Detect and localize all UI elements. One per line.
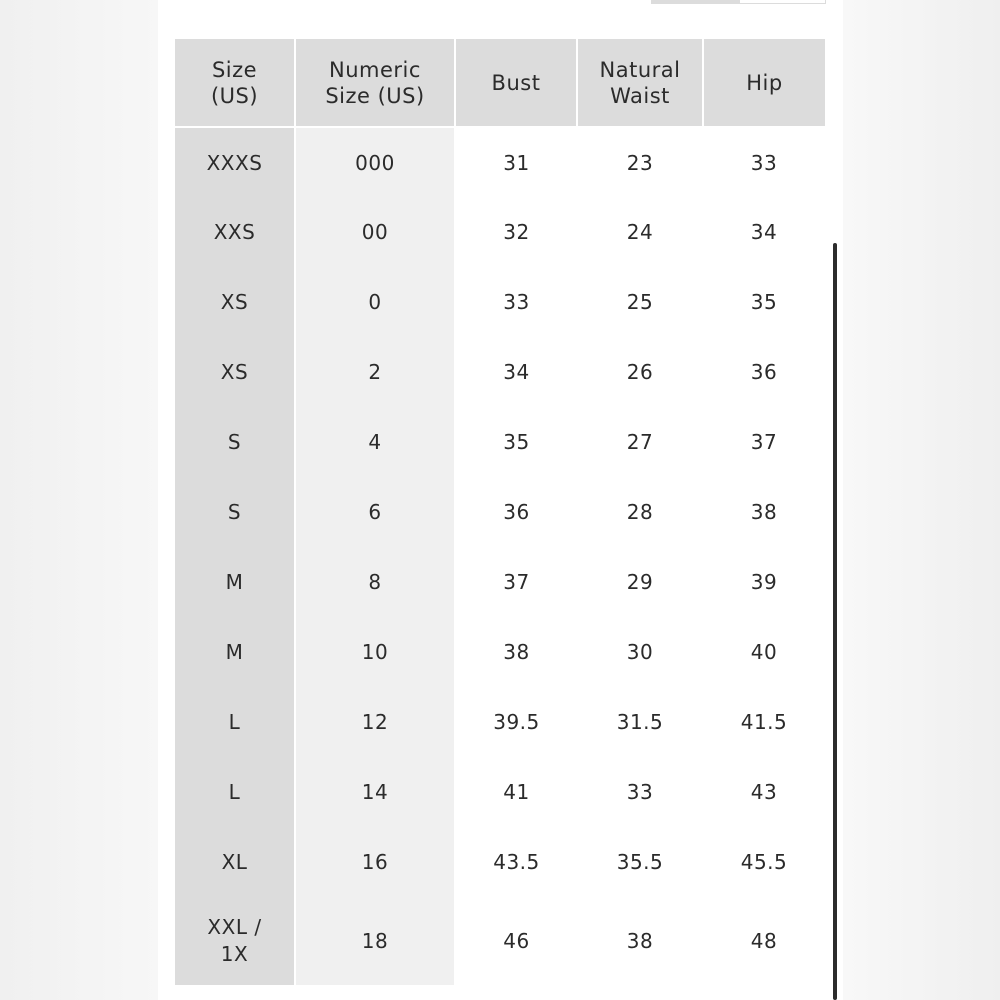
cell-size: XL [175,827,295,897]
cell-hip: 36 [703,337,825,407]
header-line: Hip [746,70,783,95]
cell-numeric-size: 00 [295,197,455,267]
size-chart-body [175,127,825,985]
cell-natural-waist: 31.5 [577,687,703,757]
cell-numeric-size: 18 [295,897,455,985]
cell-hip: 48 [703,897,825,985]
cell-numeric-size: 0 [295,267,455,337]
cell-size: XXXS [175,127,295,197]
cell-size-line: 1X [220,942,249,966]
table-row [175,477,825,547]
cell-natural-waist: 33 [577,757,703,827]
cell-natural-waist: 26 [577,337,703,407]
cell-hip: 37 [703,407,825,477]
header-line: Waist [610,83,670,108]
cell-natural-waist: 24 [577,197,703,267]
cell-hip: 34 [703,197,825,267]
header-hip [703,39,825,127]
cell-numeric-size: 8 [295,547,455,617]
cell-bust: 38 [455,617,577,687]
table-row [175,617,825,687]
cell-numeric-size: 000 [295,127,455,197]
header-line: Numeric [329,57,421,82]
cell-numeric-size: 2 [295,337,455,407]
cell-hip: 45.5 [703,827,825,897]
cell-size: L [175,687,295,757]
cell-natural-waist: 30 [577,617,703,687]
cell-natural-waist: 27 [577,407,703,477]
cell-bust: 35 [455,407,577,477]
cell-natural-waist: 23 [577,127,703,197]
cell-bust: 34 [455,337,577,407]
header-line: Bust [491,70,541,95]
cell-numeric-size: 4 [295,407,455,477]
cell-hip: 38 [703,477,825,547]
cell-bust: 33 [455,267,577,337]
cell-bust: 46 [455,897,577,985]
header-line: (US) [210,83,259,108]
cell-hip: 35 [703,267,825,337]
cell-natural-waist: 28 [577,477,703,547]
cell-size: L [175,757,295,827]
cell-size: M [175,617,295,687]
cell-size [175,897,295,985]
header-size-us [175,39,295,127]
cell-bust: 32 [455,197,577,267]
cell-numeric-size: 10 [295,617,455,687]
table-row [175,757,825,827]
cell-bust: 36 [455,477,577,547]
table-row [175,197,825,267]
cell-hip: 33 [703,127,825,197]
cell-size: S [175,407,295,477]
cell-size: M [175,547,295,617]
cell-hip: 39 [703,547,825,617]
unit-toggle-option-selected[interactable] [651,0,739,4]
table-row [175,127,825,197]
unit-toggle-option[interactable] [739,0,826,4]
table-row [175,407,825,477]
table-row [175,337,825,407]
cell-bust: 31 [455,127,577,197]
header-numeric-size-us [295,39,455,127]
background-right [843,0,1000,1000]
cell-size: XS [175,267,295,337]
table-row [175,547,825,617]
table-row [175,267,825,337]
cell-natural-waist: 29 [577,547,703,617]
vertical-scrollbar[interactable] [833,243,837,1000]
cell-size: XXS [175,197,295,267]
cell-natural-waist: 25 [577,267,703,337]
cell-bust: 43.5 [455,827,577,897]
cell-bust: 37 [455,547,577,617]
table-row [175,897,825,985]
header-bust [455,39,577,127]
table-row [175,827,825,897]
cell-numeric-size: 14 [295,757,455,827]
cell-size: XS [175,337,295,407]
cell-size: S [175,477,295,547]
header-natural-waist [577,39,703,127]
cell-hip: 43 [703,757,825,827]
size-chart-table [175,39,825,985]
cell-hip: 41.5 [703,687,825,757]
header-line: Size [211,57,258,82]
cell-bust: 41 [455,757,577,827]
header-row [175,39,825,127]
cell-natural-waist: 38 [577,897,703,985]
background-left [0,0,158,1000]
cell-bust: 39.5 [455,687,577,757]
cell-numeric-size: 16 [295,827,455,897]
cell-natural-waist: 35.5 [577,827,703,897]
cell-numeric-size: 12 [295,687,455,757]
cell-numeric-size: 6 [295,477,455,547]
header-line: Natural [599,57,681,82]
table-row [175,687,825,757]
header-line: Size (US) [325,83,425,108]
cell-size-line: XXL / [207,915,262,939]
unit-toggle[interactable] [651,0,826,4]
cell-hip: 40 [703,617,825,687]
